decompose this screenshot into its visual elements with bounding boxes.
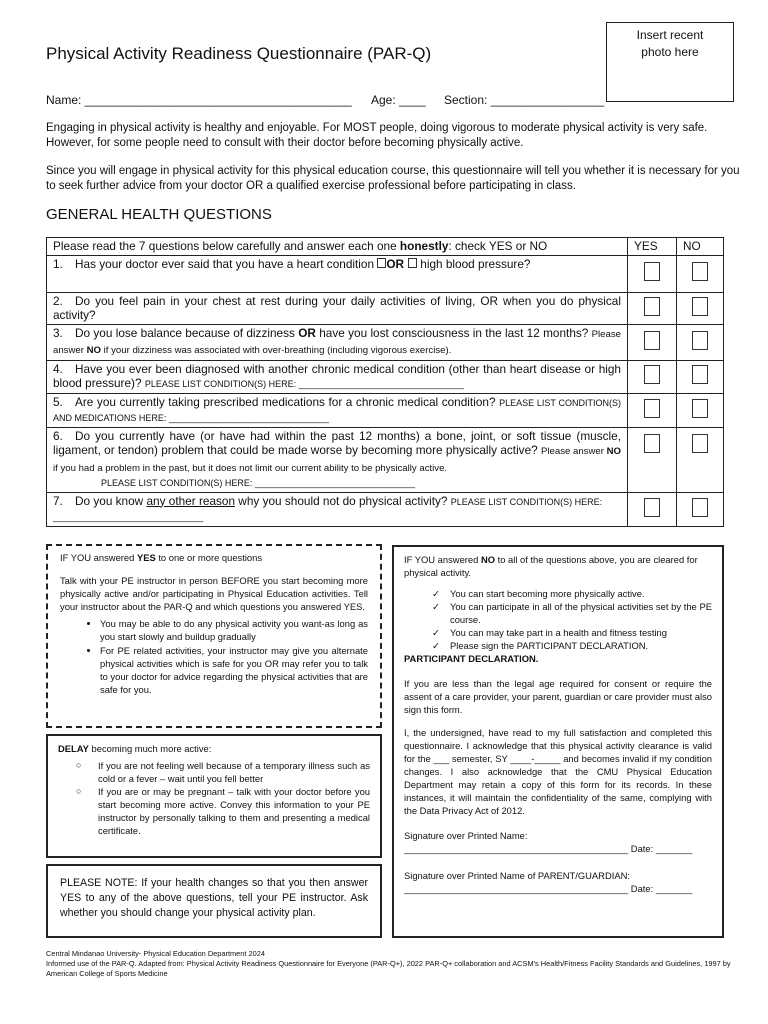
question-text: Do you know (75, 493, 147, 508)
question-2 (47, 292, 628, 324)
q7-no-checkbox[interactable] (692, 498, 708, 517)
heading-bold: NO (480, 554, 496, 565)
question-number: 4. (53, 361, 63, 376)
q1-yes-checkbox[interactable] (644, 262, 660, 281)
footer-line-2: Informed use of the PAR-Q. Adapted from: Physical Activity Readiness Questionnaire for Everyone (PAR-Q+), 2022 PAR-Q+ collaboration and ACSM's Health/Fitness Facility Standards and Guidelines, 1997 by American College of Sports Medicine (46, 959, 731, 978)
list-item: ○ If you are not feeling well because of a temporary illness such as cold or a fever – wait until you fell better (98, 759, 370, 785)
question-number: 2. (53, 293, 63, 308)
signature-line[interactable]: ___________________________________________ Date: _______ (404, 843, 693, 854)
no-cell (677, 360, 724, 393)
heading-bold: YES (136, 552, 156, 563)
q3-no-checkbox[interactable] (692, 331, 708, 350)
section-heading: GENERAL HEALTH QUESTIONS (46, 206, 272, 223)
q5-yes-checkbox[interactable] (644, 399, 660, 418)
declaration-heading: PARTICIPANT DECLARATION. (404, 653, 539, 664)
list-item: ✓ You can may take part in a health and fitness testing (450, 626, 712, 639)
q2-no-checkbox[interactable] (692, 297, 708, 316)
no-answer-panel (392, 545, 724, 938)
question-1 (47, 255, 628, 292)
question-number: 6. (53, 428, 63, 443)
intro-paragraph-2: Since you will engage in physical activity for this physical education course, this questionnaire will tell you whether it is necessary for you to seek further advice from your doctor OR a qualified exercise professional before participating in class. (46, 165, 740, 192)
no-header: NO (677, 238, 724, 256)
question-text: Has your doctor ever said that you have a heart condition (75, 256, 378, 271)
q3-yes-checkbox[interactable] (644, 331, 660, 350)
question-row (47, 427, 724, 492)
delay-list (58, 759, 370, 837)
question-row (47, 255, 724, 292)
q6-yes-checkbox[interactable] (644, 434, 660, 453)
question-number: 1. (53, 256, 63, 271)
q2-yes-checkbox[interactable] (644, 297, 660, 316)
question-number: 7. (53, 493, 63, 508)
q1-no-checkbox[interactable] (692, 262, 708, 281)
question-list-prompt[interactable]: PLEASE LIST CONDITION(S) HERE: _________________________________ (144, 379, 464, 389)
question-4 (47, 360, 628, 393)
blood-pressure-checkbox[interactable] (408, 258, 417, 268)
question-list-prompt[interactable]: PLEASE LIST CONDITION(S) HERE: ______________________________ (53, 496, 603, 522)
page-title: Physical Activity Readiness Questionnaire (PAR-Q) (46, 44, 432, 63)
heading-text: IF YOU answered (60, 552, 137, 563)
footer (46, 949, 746, 979)
heading-text-end: to one or more questions (155, 552, 263, 563)
question-note-end: if you had a problem in the past, but it does not limit our current ability to be physically active. (53, 462, 448, 474)
q4-no-checkbox[interactable] (692, 365, 708, 384)
question-row (47, 360, 724, 393)
no-cell (677, 255, 724, 292)
health-questions-table (46, 237, 724, 527)
photo-label-line1: Insert recent (636, 28, 704, 42)
list-item: ✓ You can participate in all of the physical activities set by the PE course. (450, 600, 712, 626)
yes-panel-bullets (60, 617, 368, 696)
list-item: ✓ Please sign the PARTICIPANT DECLARATION. (450, 639, 712, 652)
age-field[interactable]: Age: ____ (371, 93, 426, 107)
question-list-prompt[interactable]: PLEASE LIST CONDITION(S) AND MEDICATIONS HERE: ________________________________ (53, 397, 622, 423)
list-item: ○ If you are or may be pregnant – talk with your doctor before you start becoming more active. Convey this information to your PE instructor by personally talking to them and presenting a medical certificate. (98, 785, 370, 837)
heading-text: IF YOU answered (404, 554, 481, 565)
q7-yes-checkbox[interactable] (644, 498, 660, 517)
question-note-bold: NO (86, 345, 101, 356)
minor-consent-text: If you are less than the legal age required for consent or require the assent of a care provider, your parent, guardian or care provider must also sign this form. (404, 678, 712, 715)
question-text: Do you currently have (or have had within the past 12 months) a bone, joint, or soft tissue (muscle, ligament, or tendon) problem that could be made worse by becoming more physically active? (53, 428, 621, 457)
no-cell (677, 427, 724, 492)
question-6 (47, 427, 628, 492)
photo-label-line2: photo here (641, 45, 699, 59)
question-7 (47, 492, 628, 526)
intro-paragraph-1: Engaging in physical activity is healthy and enjoyable. For MOST people, doing vigorous to moderate physical activity is very safe. However, for some people need to consult with their doctor before becoming physically active. (46, 122, 708, 149)
question-or: OR (386, 256, 405, 271)
name-field[interactable]: Name: ________________________________________ (46, 93, 352, 107)
yes-cell (628, 292, 677, 324)
question-row (47, 393, 724, 427)
question-text-underlined: any other reason (146, 493, 236, 508)
yes-cell (628, 492, 677, 526)
cleared-checklist (404, 587, 712, 652)
no-panel-heading (404, 553, 712, 579)
no-cell (677, 393, 724, 427)
list-item: • For PE related activities, your instructor may give you alternate physical activities which is safe for you OR may refer you to talk to your doctor for advice regarding the physical activities that are safe for you. (100, 644, 368, 696)
guardian-signature-label: Signature over Printed Name of PARENT/GUARDIAN: (404, 870, 630, 881)
instruction-bold: honestly (399, 239, 449, 253)
heading-text-end: to all of the questions above, you are cleared for physical activity. (404, 554, 698, 578)
question-note: Please answer (541, 446, 607, 457)
question-or: OR (298, 325, 316, 340)
heading-text: becoming much more active: (88, 743, 212, 754)
question-text-end: why you should not do physical activity? (235, 493, 451, 508)
q5-no-checkbox[interactable] (692, 399, 708, 418)
list-item: • You may be able to do any physical activity you want-as long as you start slowly and buildup gradually (100, 617, 368, 643)
question-row (47, 324, 724, 360)
table-header-row (47, 238, 724, 256)
q4-yes-checkbox[interactable] (644, 365, 660, 384)
instruction-text-end: : check YES or NO (448, 239, 548, 253)
question-text: Do you feel pain in your chest at rest during your daily activities of living, OR when you do physical activity? (53, 293, 621, 322)
question-text-end: high blood pressure? (417, 256, 531, 271)
question-text: Are you currently taking prescribed medications for a chronic medical condition? (75, 394, 500, 409)
question-5 (47, 393, 628, 427)
question-note-bold: NO (606, 446, 622, 457)
yes-cell (628, 393, 677, 427)
delay-panel (46, 734, 382, 858)
question-3 (47, 324, 628, 360)
question-note: Please answer (53, 328, 621, 356)
question-text: Have you ever been diagnosed with another chronic medical condition (other than heart disease or high blood pressure)? (53, 361, 621, 390)
question-row (47, 292, 724, 324)
yes-cell (628, 360, 677, 393)
yes-cell (628, 255, 677, 292)
photo-placeholder[interactable] (606, 22, 734, 102)
instruction-text: Please read the 7 questions below carefully and answer each one (53, 239, 400, 253)
yes-answer-panel (46, 544, 382, 728)
no-cell (677, 292, 724, 324)
guardian-signature-line[interactable]: ___________________________________________ Date: _______ (404, 883, 693, 894)
declaration-text: I, the undersigned, have read to my full satisfaction and completed this questionnaire. I acknowledge that this physical activity clearance is valid for the ___ semester, SY ____-_____ and becomes invalid if my condition changes. I also acknowledge that the CMU Physical Education Department may retain a copy of this form for its records. In these instances, it will maintain the confidentiality of the same, complying with the Data Privacy Act of 2012. (404, 727, 712, 816)
question-number: 5. (53, 394, 63, 409)
heart-condition-checkbox[interactable] (377, 258, 386, 268)
yes-header: YES (628, 238, 677, 256)
heading-bold: DELAY (58, 743, 89, 754)
instruction-cell (47, 238, 628, 256)
please-note-panel: PLEASE NOTE: If your health changes so that you then answer YES to any of the above questions, tell your PE instructor. Ask whether you should change your physical activity plan. (46, 864, 382, 938)
question-text: Do you lose balance because of dizziness (75, 325, 299, 340)
yes-cell (628, 324, 677, 360)
question-text-mid: have you lost consciousness in the last 12 months? (315, 325, 592, 340)
delay-heading (58, 742, 370, 755)
yes-cell (628, 427, 677, 492)
question-row (47, 492, 724, 526)
signature-label: Signature over Printed Name: (404, 830, 528, 841)
question-number: 3. (53, 325, 63, 340)
question-list-prompt[interactable]: PLEASE LIST CONDITION(S) HERE: ________________________________ (101, 478, 416, 488)
yes-panel-heading (60, 551, 368, 564)
no-cell (677, 324, 724, 360)
no-cell (677, 492, 724, 526)
section-field[interactable]: Section: _________________ (444, 93, 605, 107)
yes-panel-body: Talk with your PE instructor in person BEFORE you start becoming more physically active and/or participating in Physical Education activities. Tell your instructor about the PAR-Q and which questions you answered YES. (60, 575, 368, 612)
footer-line-1: Central Mindanao University- Physical Education Department 2024 (46, 949, 265, 958)
list-item: ✓ You can start becoming more physically active. (450, 587, 712, 600)
q6-no-checkbox[interactable] (692, 434, 708, 453)
question-note-end: if your dizziness was associated with over-breathing (including vigorous exercise). (100, 345, 452, 356)
